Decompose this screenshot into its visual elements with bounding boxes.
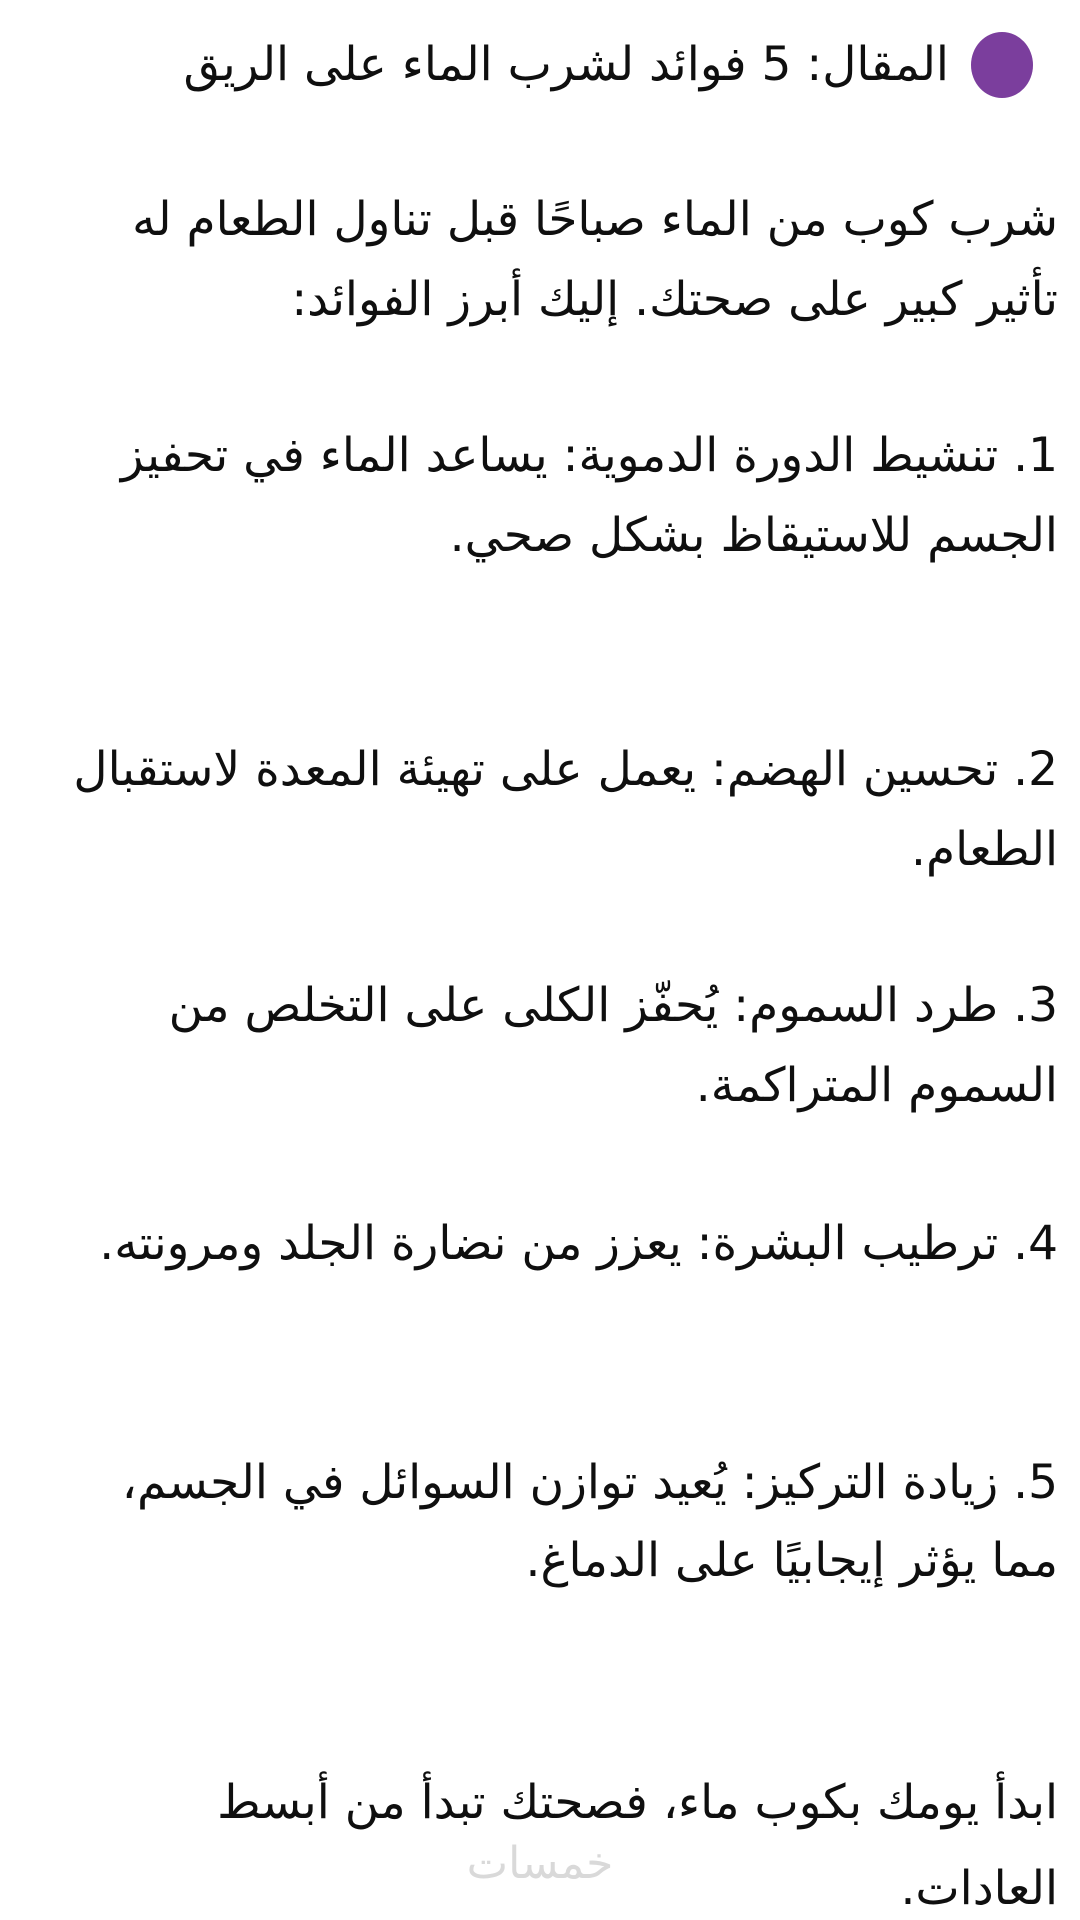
text-line: 1. تنشيط الدورة الدموية: يساعد الماء في تحفيز [120, 428, 1058, 483]
benefit-item-4 [20, 1204, 1058, 1284]
benefit-item-2 [20, 730, 1058, 890]
text-line: تأثير كبير على صحتك. إليك أبرز الفوائد: [291, 272, 1058, 327]
text-line: السموم المتراكمة. [695, 1058, 1058, 1113]
text-line: 4. ترطيب البشرة: يعزز من نضارة الجلد ومرونته. [99, 1216, 1058, 1271]
benefit-item-3 [20, 966, 1058, 1126]
text-line: العادات. [900, 1861, 1058, 1916]
article-header [20, 26, 1033, 104]
intro-paragraph [20, 180, 1058, 340]
benefit-item-5 [20, 1444, 1058, 1600]
text-line: 2. تحسين الهضم: يعمل على تهيئة المعدة لاستقبال [73, 742, 1058, 797]
text-line: الطعام. [911, 822, 1058, 877]
text-line: ابدأ يومك بكوب ماء، فصحتك تبدأ من أبسط [217, 1775, 1058, 1830]
text-line: الجسم للاستيقاظ بشكل صحي. [449, 508, 1058, 563]
text-line: 3. طرد السموم: يُحفّز الكلى على التخلص من [168, 978, 1058, 1033]
benefit-item-1 [20, 416, 1058, 576]
text-line: 5. زيادة التركيز: يُعيد توازن السوائل في الجسم، [121, 1455, 1058, 1510]
khamsat-watermark: خمسات [466, 1838, 614, 1889]
text-line: مما يؤثر إيجابيًا على الدماغ. [525, 1533, 1058, 1588]
text-line: شرب كوب من الماء صباحًا قبل تناول الطعام له [132, 192, 1058, 247]
article-title: المقال: 5 فوائد لشرب الماء على الريق [183, 37, 949, 92]
purple-circle-icon [971, 32, 1033, 98]
